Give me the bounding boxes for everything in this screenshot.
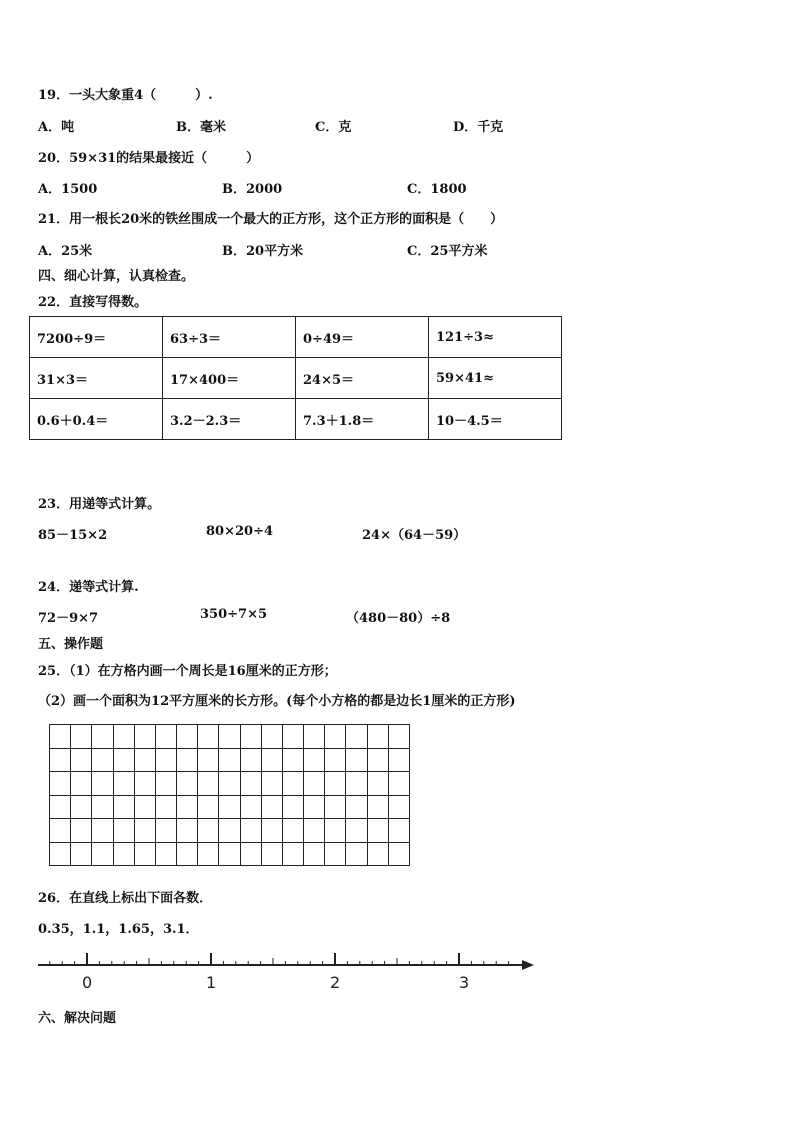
q19-option-b: B．毫米 bbox=[176, 120, 226, 135]
q24-item-1: 72－9×7 bbox=[38, 611, 99, 626]
q24-item-2: 350÷7×5 bbox=[200, 607, 268, 622]
q26-numbers: 0.35，1.1，1.65，3.1． bbox=[38, 922, 199, 937]
table-row bbox=[30, 399, 562, 440]
q20-option-a: A．1500 bbox=[38, 182, 98, 197]
axis-label-3: 3 bbox=[459, 973, 470, 992]
q20-stem: 20．59×31的结果最接近（ ） bbox=[38, 151, 260, 166]
axis-label-0: 0 bbox=[82, 973, 93, 992]
q21-option-a: A．25米 bbox=[38, 244, 93, 259]
table-cell: 17×400＝ bbox=[163, 358, 296, 399]
q22-stem: 22．直接写得数。 bbox=[38, 295, 148, 310]
table-cell: 10－4.5＝ bbox=[429, 399, 562, 440]
q21-option-c: C．25平方米 bbox=[407, 244, 488, 259]
number-line-ticks bbox=[50, 953, 509, 965]
axis-label-2: 2 bbox=[330, 973, 341, 992]
table-cell: 63÷3＝ bbox=[163, 317, 296, 358]
q25-square-grid bbox=[49, 724, 410, 866]
q23-item-3: 24×（64－59） bbox=[362, 528, 467, 543]
q24-stem: 24．递等式计算. bbox=[38, 580, 139, 595]
q20-option-c: C．1800 bbox=[407, 182, 467, 197]
q23-item-2: 80×20÷4 bbox=[206, 524, 274, 539]
table-cell: 0.6＋0.4＝ bbox=[30, 399, 163, 440]
table-cell: 0÷49＝ bbox=[296, 317, 429, 358]
q25-line-1: 25．（1）在方格内画一个周长是16厘米的正方形； bbox=[38, 664, 337, 679]
table-cell: 31×3＝ bbox=[30, 358, 163, 399]
q24-item-3: （480－80）÷8 bbox=[346, 611, 451, 626]
q19-option-a: A．吨 bbox=[38, 120, 75, 135]
table-cell: 59×41≈ bbox=[429, 358, 562, 399]
q19-option-c: C．克 bbox=[315, 120, 352, 135]
axis-label-1: 1 bbox=[206, 973, 217, 992]
q20-option-b: B．2000 bbox=[222, 182, 283, 197]
table-cell: 121÷3≈ bbox=[429, 317, 562, 358]
table-cell: 7200÷9＝ bbox=[30, 317, 163, 358]
q23-item-1: 85－15×2 bbox=[38, 528, 108, 543]
section-5-heading: 五、操作题 bbox=[38, 637, 104, 652]
q25-line-2: （2）画一个面积为12平方厘米的长方形。(每个小方格的都是边长1厘米的正方形) bbox=[38, 694, 516, 709]
q26-stem: 26．在直线上标出下面各数． bbox=[38, 891, 213, 906]
table-row bbox=[30, 317, 562, 358]
number-line bbox=[36, 944, 538, 994]
table-cell: 3.2－2.3＝ bbox=[163, 399, 296, 440]
section-4-heading: 四、细心计算，认真检查。 bbox=[38, 269, 195, 284]
q23-stem: 23．用递等式计算。 bbox=[38, 497, 161, 512]
q21-stem: 21．用一根长20米的铁丝围成一个最大的正方形，这个正方形的面积是（ ） bbox=[38, 212, 504, 227]
table-cell: 24×5＝ bbox=[296, 358, 429, 399]
number-line-arrow-icon bbox=[522, 960, 534, 970]
q21-option-b: B．20平方米 bbox=[222, 244, 304, 259]
q22-calc-table bbox=[29, 316, 562, 440]
table-cell: 7.3＋1.8＝ bbox=[296, 399, 429, 440]
q19-option-d: D．千克 bbox=[453, 120, 504, 135]
q19-stem: 19．一头大象重4（ ）. bbox=[38, 88, 213, 103]
table-row bbox=[30, 358, 562, 399]
section-6-heading: 六、解决问题 bbox=[38, 1011, 117, 1026]
